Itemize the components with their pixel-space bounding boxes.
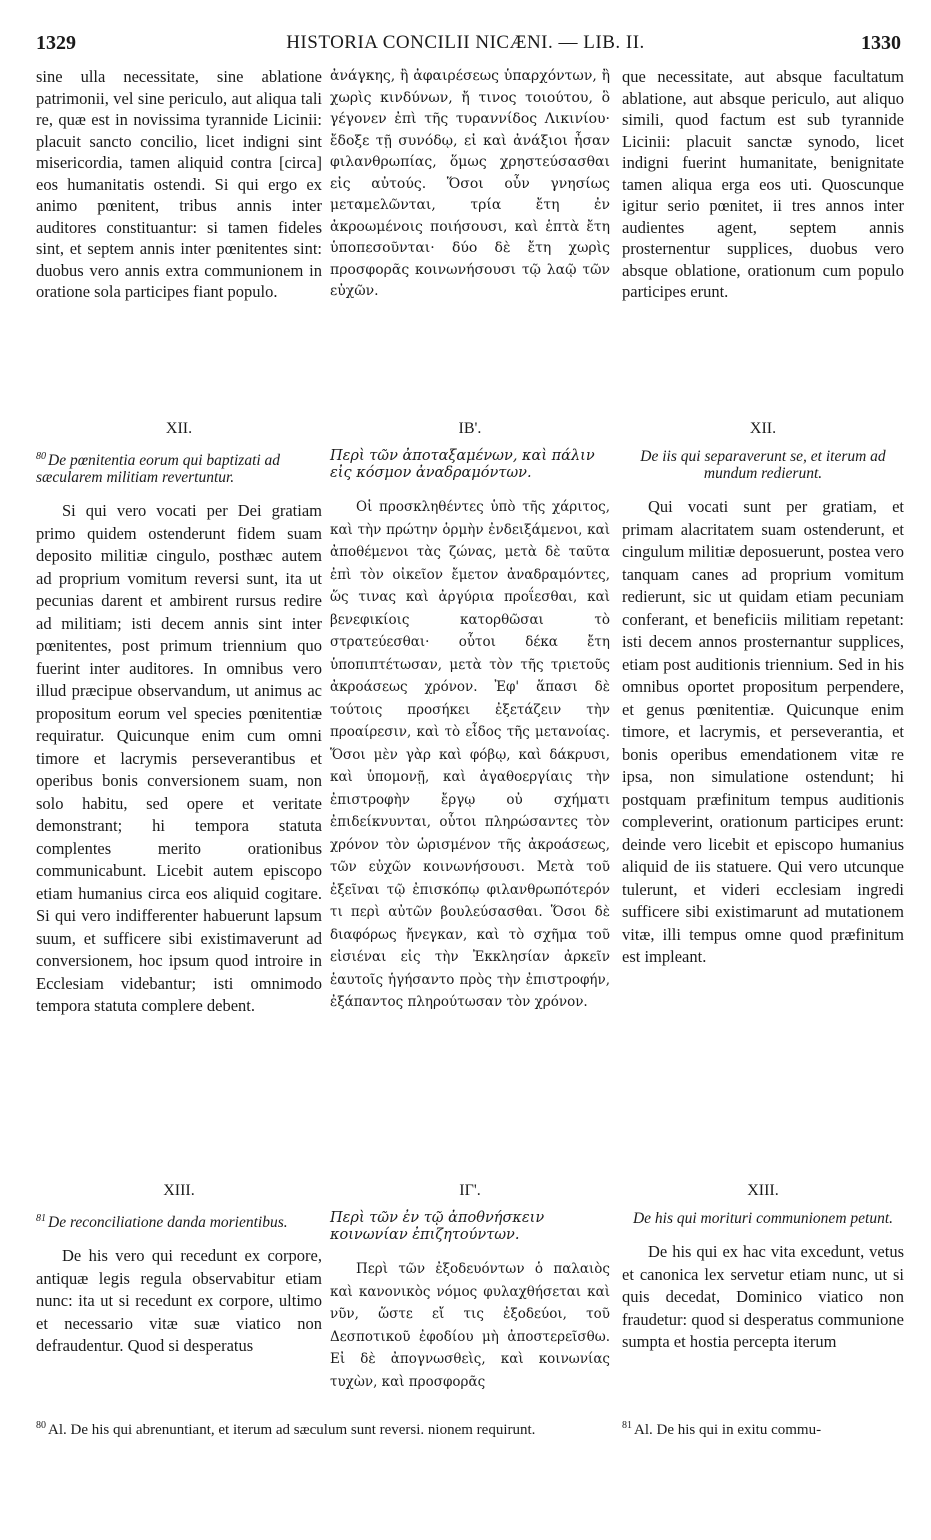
footnote-text: Al. De his qui abrenuntiant, et iterum ad sæculum sunt reversi. nionem requirunt. [48, 1422, 536, 1438]
latin-column-right [622, 66, 904, 303]
canon-number: ΙΒ'. [458, 420, 482, 437]
running-header [0, 32, 931, 62]
canon-number: XIII. [747, 1182, 779, 1199]
page-number-left: 1329 [36, 32, 76, 54]
canon-text: Περὶ τῶν ἐξοδευόντων ὁ παλαιὸς καὶ κανονικὸς νόμος φυλαχθήσεται καὶ νῦν, ὥστε εἴ τις ἐξοδεύοι, τοῦ Δεσποτικοῦ ἐφοδίου μὴ ἀποστερεῖσθω. Εἰ δὲ ἀπογνωσθεὶς, καὶ κοινωνίας τυχὼν, καὶ προσφορᾶς [330, 1261, 610, 1390]
running-title: HISTORIA CONCILII NICÆNI. — LIB. II. [286, 32, 645, 53]
footnote-mark: 81 [622, 1420, 632, 1431]
col1-canon-13 [36, 1182, 322, 1358]
footnote-mark: 80 [36, 1420, 46, 1431]
canon-number: XII. [749, 420, 777, 437]
footnote-mark: 81 [36, 1213, 46, 1224]
canon-title: $^{81}$ De reconciliatione danda morientibus. [36, 1213, 288, 1232]
canon-title: De iis qui separaverunt se, et iterum ad mundum redierunt. [640, 448, 886, 482]
col2-canon-13 [330, 1182, 610, 1393]
greek-column [330, 66, 610, 303]
col1-canon-12 [36, 420, 322, 1018]
canon-text: Qui vocati sunt per gratiam, et primam alacritatem suam ostenderunt, et cingulum militiæ deposuerunt, postea vero tanquam canes ad proprium vomitum redierunt, sic ut quidam etiam pecuniam conferant, et beneficiis militiam repetant: isti decem annos prosternantur supplices, etiam post auditionis triennium. Sed in his omnibus oportet propositum perpendere, et genus pœnitentiæ. Quicunque enim timore, et lacrymis, et perseverantia, et bonis operibus emendationem vitæ re ipsa, non simulatione ostendunt; hi postquam præfinitum tempus auditionis compleverint, orationum participes erunt: deinde vero licebit et episcopo humanius aliquid de iis statuere. Qui vero utcunque tulerunt, et videri ecclesiam ingredi sufficere sibi existimarunt ad mutationem vitæ, illi tempus omne quod præfinitum est impleant. [622, 497, 904, 966]
footnote-text: Al. De his qui in exitu commu- [634, 1422, 822, 1438]
canon-text: De his vero qui recedunt ex corpore, antiquæ legis regula observabitur etiam nunc: ita ut si recedunt ex corpore, ultimo et necessario vitæ suæ viatico non defraudentur. Quod si desperatus [36, 1246, 322, 1356]
canon-text: De his qui ex hac vita excedunt, vetus et canonica lex servetur etiam nunc, ut si quis decedat, Dominico viatico non fraudetur: quod si desperatus communione sumpta et hostia percepta iterum [622, 1242, 904, 1351]
col2-top-text: ἀνάγκης, ἢ ἀφαιρέσεως ὑπαρχόντων, ἢ χωρὶς κινδύνων, ἤ τινος τοιούτου, ὃ γέγονεν ἐπὶ τῆς τυραννίδος Λικινίου· ἔδοξε τῇ συνόδῳ, εἰ καὶ ἀνάξιοι ἦσαν φιλανθρωπίας, ὅμως χρηστεύσασθαι εἰς αὐτούς. Ὅσοι οὖν γνησίως μεταμελῶνται, τρία ἔτη ἐν ἀκροωμένοις ποιήσουσι, καὶ ἑπτὰ ἔτη ὑποπεσοῦνται· δύο δὲ ἔτη χωρὶς προσφορᾶς κοινωνήσουσι τῷ λαῷ τῶν εὐχῶν. [330, 68, 610, 299]
col3-top-text: que necessitate, aut absque facultatum ablatione, aut absque periculo, aut aliquo simili, quod factum est sub tyrannide Licinii: placuit sanctæ synodo, licet indigni fuerint humanitate, benignitate tamen aliqua erga eos uti. Quoscunque igitur serio pœnitet, ii tres annos inter audientes agent, septem annis prosternentur supplices, duobus vero absque oblatione, orationum cum populo participes erunt. [622, 67, 904, 301]
col3-canon-12 [622, 420, 904, 969]
canon-number: ΙΓ'. [459, 1182, 481, 1199]
footnote-81 [622, 1416, 922, 1440]
col1-top-text: sine ulla necessitate, sine ablatione patrimonii, vel sine periculo, aut aliqua tali re, quæ est in novissima tyrannide Licinii: placuit sancto concilio, licet indigni sint misericordia, tamen aliquid contra [circa] eos humanitatis ostendi. Si qui ergo ex animo pœnitent, tribus annis inter auditores constituantur: si tamen fideles sint, et septem annis inter pœnitentes sint: duobus vero annis extra communionem in oratione sola participes fiant populo. [36, 67, 322, 301]
page-number-right: 1330 [861, 32, 901, 54]
latin-column-left [36, 66, 322, 303]
canon-number: XIII. [163, 1182, 195, 1199]
canon-text: Οἱ προσκληθέντες ὑπὸ τῆς χάριτος, καὶ τὴν πρώτην ὁρμὴν ἐνδειξάμενοι, καὶ ἀποθέμενοι τὰς ζώνας, μετὰ δὲ ταῦτα ἐπὶ τὸν οἰκεῖον ἔμετον ἀναδραμόντες, ὥς τινας καὶ ἀργύρια προΐεσθαι, καὶ βενεφικίοις κατορθῶσαι τὸ στρατεύεσθαι· οὗτοι δέκα ἔτη ὑποπιπτέτωσαν, μετὰ τὸν τῆς τριετοῦς ἀκροάσεως χρόνον. Ἐφ' ἅπασι δὲ τούτοις προσήκει ἐξετάζειν τὴν προαίρεσιν, καὶ τὸ εἶδος τῆς μετανοίας. Ὅσοι μὲν γὰρ καὶ φόβῳ, καὶ δάκρυσι, καὶ ὑπομονῇ, καὶ ἀγαθοεργίαις τὴν ἐπιστροφὴν ἔργῳ οὐ σχήματι ἐπιδείκνυνται, οὗτοι πληρώσαντες τὸν χρόνον τὸν ὡρισμένον τῆς ἀκροάσεως, τῶν εὐχῶν κοινωνήσουσι. Μετὰ τοῦ ἐξεῖναι τῷ ἐπισκόπῳ φιλανθρωπότερόν τι περὶ αὐτῶν βουλεύσασθαι. Ὅσοι δὲ διαφόρως ἤνεγκαν, καὶ τὸ σχῆμα τοῦ εἰσιέναι εἰς τὴν Ἐκκλησίαν ἀρκεῖν ἑαυτοῖς ἡγήσαντο πρὸς τὴν ἐπιστροφήν, ἐξάπαντος πληρούτωσαν τὸν χρόνον. [330, 499, 610, 1010]
canon-text: Si qui vero vocati per Dei gratiam primo quidem ostenderunt fidem suam deposito militiæ cingulo, posthæc autem ad proprium vomitum reversi sunt, ita ut pecunias darent et ambirent rursus redire ad militiam; isti decem annis sint inter pœnitentes, post primum triennium quo fuerint inter auditores. In omnibus vero illud præcipue observandum, ut animus ac propositum eorum vel species pœnitentiæ requiratur. Quicunque enim cum omni timore et lacrymis perseverantibus et operibus bonis conversionem suam, non solo habitu, sed opere et veritate demonstrant; hi tempora statuta complentes merito orationibus communicabunt. Licebit autem episcopo etiam humanius circa eos aliquid cogitare. Si qui vero indifferenter habuerunt lapsum suum, et sufficere sibi existimaverunt ad conversionem, hoc ipsum quod introire in Ecclesiam videbantur; isti omnimodo tempora statuta complere debent. [36, 501, 322, 1016]
canon-number: XII. [165, 420, 193, 437]
col2-canon-12 [330, 420, 610, 1014]
footnote-80 [36, 1416, 636, 1440]
canon-title: Περὶ τῶν ἐν τῷ ἀποθνήσκειν κοινωνίαν ἐπιζητούντων. [330, 1210, 545, 1243]
canon-title: De his qui morituri communionem petunt. [632, 1210, 894, 1227]
canon-title: Περὶ τῶν ἀποταξαμένων, καὶ πάλιν εἰς κόσμον ἀναδραμόντων. [330, 448, 595, 481]
canon-title: $^{80}$ De pœnitentia eorum qui baptizati ad sæcularem militiam revertuntur. [36, 451, 281, 487]
footnote-mark: 80 [36, 451, 46, 462]
col3-canon-13 [622, 1182, 904, 1354]
